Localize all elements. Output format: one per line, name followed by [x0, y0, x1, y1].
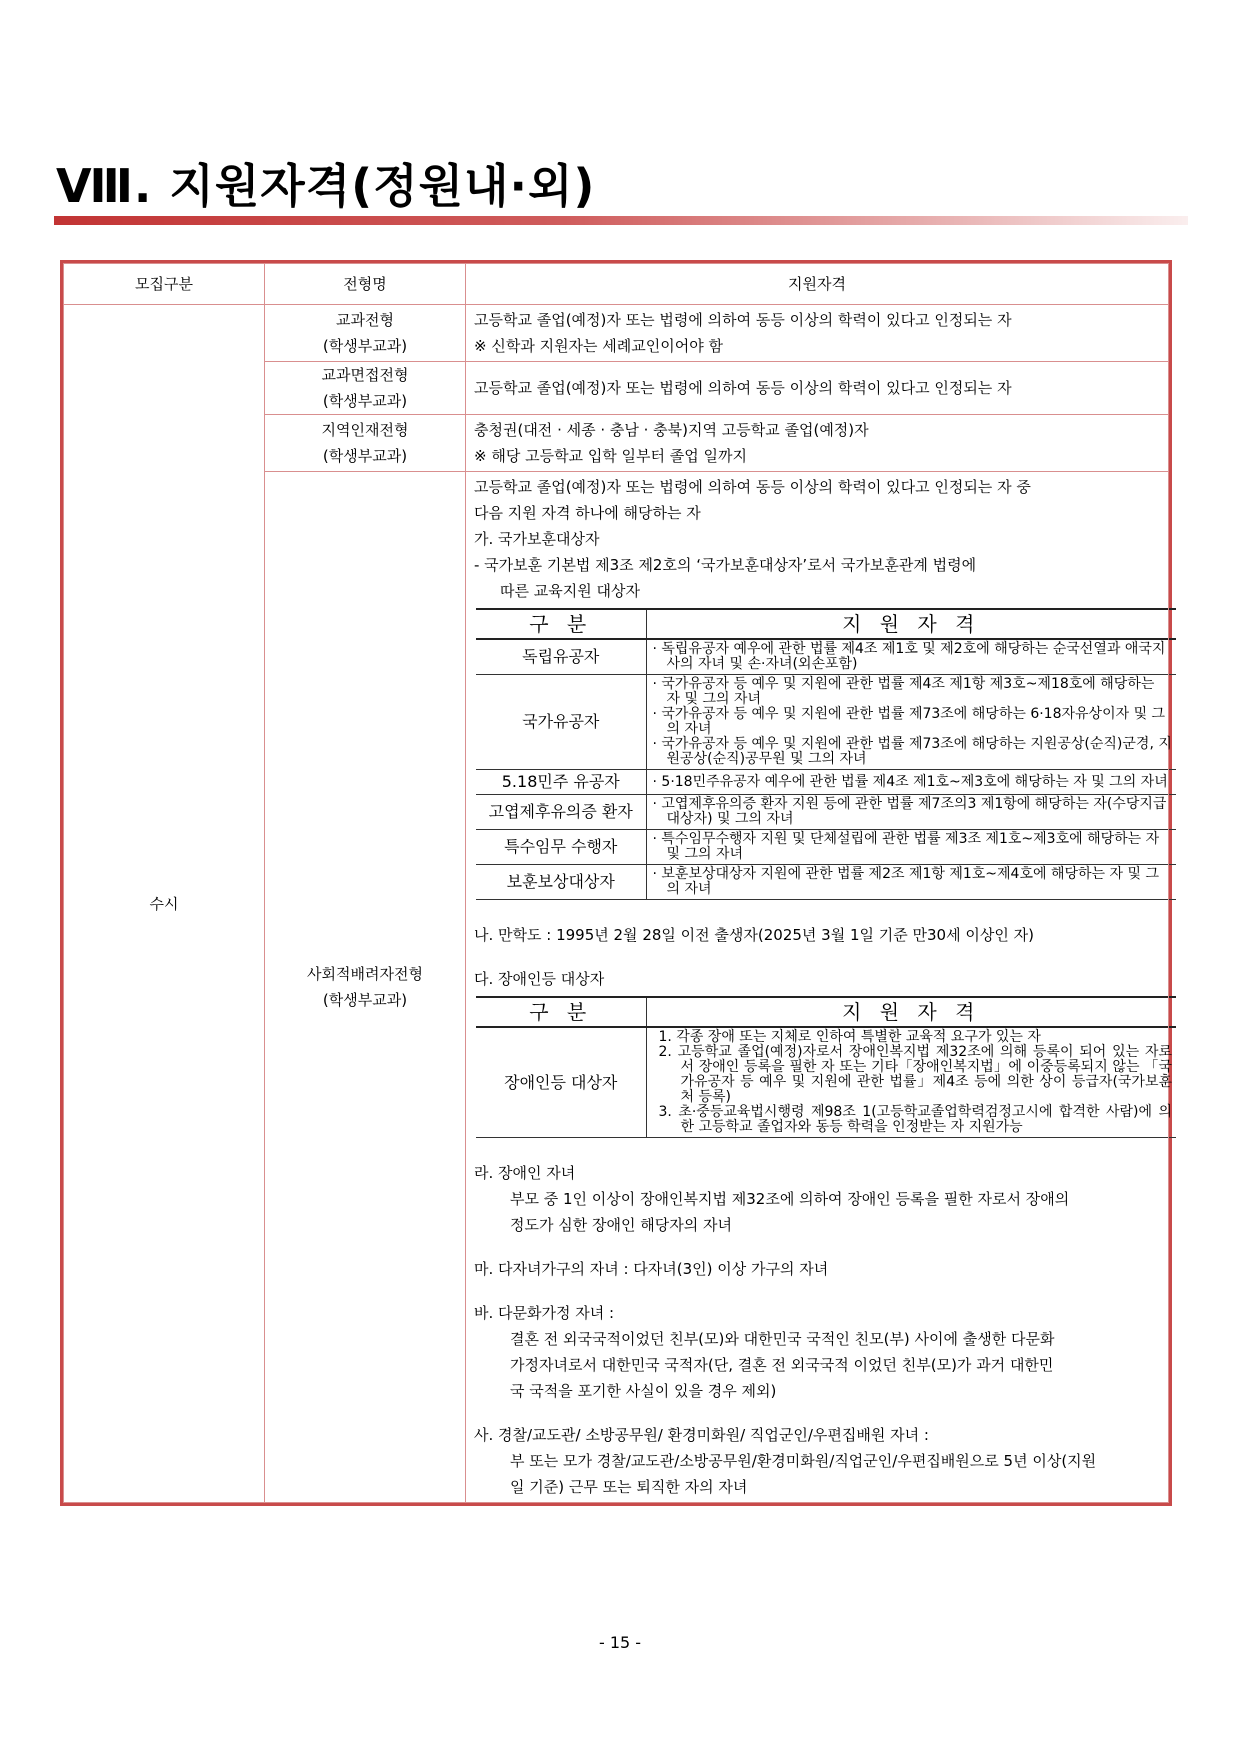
- qual-line: 가정자녀로서 대한민국 국적자(단, 결혼 전 외국국적 이었던 친부(모)가 과거 대한민: [510, 1356, 1054, 1374]
- type-cell: [265, 415, 466, 472]
- qual-line: 결혼 전 외국국적이었던 친부(모)와 대한민국 국적인 친모(부) 사이에 출생한 다문화: [510, 1330, 1055, 1348]
- type-name: 사회적배려자전형: [307, 965, 423, 983]
- subtable-label: 장애인등 대상자: [476, 1027, 646, 1138]
- type-sub: (학생부교과): [322, 392, 408, 410]
- subtable-row: [476, 675, 1176, 770]
- qual-line: 고등학교 졸업(예정)자 또는 법령에 의하여 동등 이상의 학력이 있다고 인정되는 자: [474, 311, 1012, 329]
- table-row: [64, 305, 1169, 362]
- subtable-content: [646, 1027, 1176, 1138]
- subtable-label: 고엽제후유의증 환자: [476, 795, 646, 830]
- section-title: 가. 국가보훈대상자: [474, 530, 600, 548]
- type-name: 지역인재전형: [321, 421, 409, 439]
- qual-note: ※ 신학과 지원자는 세례교인이어야 함: [474, 337, 723, 355]
- subtable-header-qualification: 지 원 자 격: [646, 997, 1176, 1027]
- type-cell: [265, 472, 466, 1503]
- subtable-row: [476, 770, 1176, 795]
- subtable-content: [646, 795, 1176, 830]
- qual-line: 국 국적을 포기한 사실이 있을 경우 제외): [510, 1382, 777, 1400]
- bullet-item: · 고엽제후유의증 환자 지원 등에 관한 법률 제7조의3 제1항에 해당하는 자(수당지급대상자) 및 그의 자녀: [652, 796, 1167, 827]
- subtable-label: 독립유공자: [476, 639, 646, 675]
- type-sub: (학생부교과): [322, 337, 408, 355]
- type-cell: [265, 362, 466, 415]
- subtable-header-qualification: 지 원 자 격: [646, 609, 1176, 639]
- numbered-item: 1. 각종 장애 또는 지체로 인하여 특별한 교육적 요구가 있는 자: [658, 1029, 1041, 1045]
- qual-line: 충청권(대전 · 세종 · 충남 · 충북)지역 고등학교 졸업(예정)자: [474, 421, 869, 439]
- title-underline: [54, 216, 1188, 225]
- section-title: 나. 만학도 : 1995년 2월 28일 이전 출생자(2025년 3월 1일 기준 만30세 이상인 자): [474, 926, 1034, 944]
- qual-line: - 국가보훈 기본법 제3조 제2호의 ‘국가보훈대상자’로서 국가보훈관계 법령에: [474, 556, 977, 574]
- subtable-header: [476, 609, 1176, 639]
- subtable-row: [476, 639, 1176, 675]
- qual-line: 고등학교 졸업(예정)자 또는 법령에 의하여 동등 이상의 학력이 있다고 인정되는 자 중: [474, 478, 1031, 496]
- table-header-row: [64, 264, 1169, 305]
- qualification-cell: [466, 362, 1169, 415]
- header-category: 모집구분: [64, 264, 265, 305]
- section-title: 다. 장애인등 대상자: [474, 970, 605, 988]
- subtable-content: [646, 675, 1176, 770]
- qual-line: 부 또는 모가 경찰/교도관/소방공무원/환경미화원/직업군인/우편집배원으로 5년 이상(지원: [510, 1452, 1097, 1470]
- bullet-item: · 국가유공자 등 예우 및 지원에 관한 법률 제4조 제1항 제3호~제18호에 해당하는 자 및 그의 자녀: [652, 676, 1155, 707]
- qualification-table: [60, 260, 1172, 1506]
- numbered-item: 3. 초·중등교육법시행령 제98조 1(고등학교졸업학력검정고시에 합격한 사람)에 의한 고등학교 졸업자와 동등 학력을 인정받는 자 지원가능: [658, 1104, 1172, 1135]
- subtable-content: [646, 639, 1176, 675]
- qual-line: 따른 교육지원 대상자: [500, 582, 640, 600]
- qual-line: 정도가 심한 장애인 해당자의 자녀: [510, 1216, 732, 1234]
- subtable-content: [646, 830, 1176, 865]
- section-title: 라. 장애인 자녀: [474, 1164, 576, 1182]
- qual-line: 다음 지원 자격 하나에 해당하는 자: [474, 504, 701, 522]
- subtable-label: 특수임무 수행자: [476, 830, 646, 865]
- subtable-label: 보훈보상대상자: [476, 865, 646, 900]
- type-cell: [265, 305, 466, 362]
- subtable-row: [476, 1027, 1176, 1138]
- subtable-header-category: 구 분: [476, 997, 646, 1027]
- qual-line: 부모 중 1인 이상이 장애인복지법 제32조에 의하여 장애인 등록을 필한 자로서 장애의: [510, 1190, 1070, 1208]
- bullet-item: · 5·18민주유공자 예우에 관한 법률 제4조 제1호~제3호에 해당하는 자 및 그의 자녀: [652, 773, 1168, 790]
- category-cell: 수시: [64, 305, 265, 1503]
- qualification-cell: [466, 305, 1169, 362]
- bullet-item: · 특수임무수행자 지원 및 단체설립에 관한 법률 제3조 제1호~제3호에 해당하는 자 및 그의 자녀: [652, 831, 1160, 862]
- subtable-content: [646, 770, 1176, 795]
- type-name: 교과전형: [336, 311, 394, 329]
- qualification-cell: [466, 415, 1169, 472]
- header-type: 전형명: [265, 264, 466, 305]
- veterans-subtable: [476, 608, 1176, 900]
- bullet-item: · 국가유공자 등 예우 및 지원에 관한 법률 제73조에 해당하는 지원공상(순직)군경, 지원공상(순직)공무원 및 그의 자녀: [652, 736, 1172, 767]
- header-qualification: 지원자격: [466, 264, 1169, 305]
- qualification-cell: [466, 472, 1172, 1503]
- type-sub: (학생부교과): [322, 447, 408, 465]
- subtable-row: [476, 795, 1176, 830]
- subtable-row: [476, 865, 1176, 900]
- subtable-label: 5.18민주 유공자: [476, 770, 646, 795]
- bullet-item: · 국가유공자 등 예우 및 지원에 관한 법률 제73조에 해당하는 6·18자유상이자 및 그의 자녀: [652, 706, 1166, 737]
- type-name: 교과면접전형: [321, 366, 409, 384]
- qual-line: 고등학교 졸업(예정)자 또는 법령에 의하여 동등 이상의 학력이 있다고 인정되는 자: [474, 379, 1012, 397]
- subtable-content: [646, 865, 1176, 900]
- qual-note: ※ 해당 고등학교 입학 일부터 졸업 일까지: [474, 447, 748, 465]
- numbered-item: 2. 고등학교 졸업(예정)자로서 장애인복지법 제32조에 의해 등록이 되어 있는 자로서 장애인 등록을 필한 자 또는 기타「장애인복지법」에 이중등록되지 않는 「국가유공자 등 예우 및 지원에 관한 법률」제4조 등에 의한 상이 등급자(국가보훈처 등록): [658, 1044, 1172, 1105]
- subtable-label: 국가유공자: [476, 675, 646, 770]
- subtable-header-category: 구 분: [476, 609, 646, 639]
- disability-subtable: [476, 996, 1176, 1138]
- page-title: Ⅷ. 지원자격(정원내·외): [56, 159, 596, 213]
- page-number: - 15 -: [598, 1633, 642, 1652]
- section-title: 바. 다문화가정 자녀 :: [474, 1304, 615, 1322]
- bullet-item: · 보훈보상대상자 지원에 관한 법률 제2조 제1항 제1호~제4호에 해당하는 자 및 그의 자녀: [652, 866, 1159, 897]
- subtable-row: [476, 830, 1176, 865]
- type-sub: (학생부교과): [322, 991, 408, 1009]
- subtable-header: [476, 997, 1176, 1027]
- bullet-item: · 독립유공자 예우에 관한 법률 제4조 제1호 및 제2호에 해당하는 순국선열과 애국지사의 자녀 및 손·자녀(외손포함): [652, 641, 1166, 672]
- qual-line: 일 기준) 근무 또는 퇴직한 자의 자녀: [510, 1478, 748, 1496]
- section-title: 사. 경찰/교도관/ 소방공무원/ 환경미화원/ 직업군인/우편집배원 자녀 :: [474, 1426, 929, 1444]
- section-title: 마. 다자녀가구의 자녀 : 다자녀(3인) 이상 가구의 자녀: [474, 1260, 829, 1278]
